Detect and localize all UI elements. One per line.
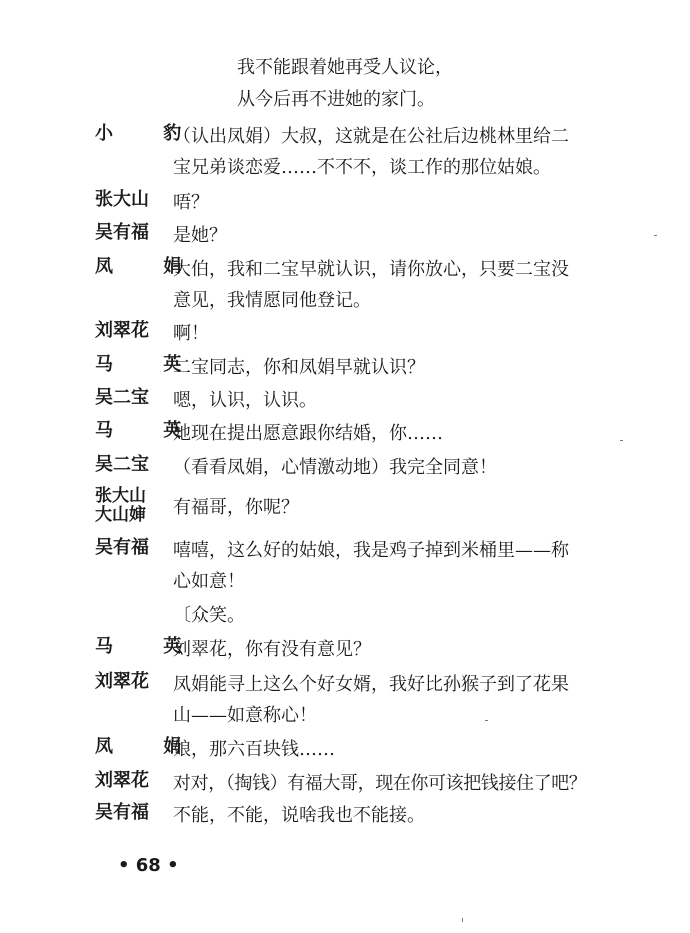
scan-speck xyxy=(462,918,463,922)
dialogue-text xyxy=(173,318,633,349)
dialogue-text xyxy=(173,385,633,416)
dialogue-line: （认出凤娟）大叔，这就是在公社后边桃林里给二 xyxy=(173,126,569,147)
speaker-name: 刘翠花 xyxy=(95,671,149,692)
dialogue-text xyxy=(173,418,633,449)
verse-line-2: 从今后再不进她的家门。 xyxy=(237,89,435,110)
dialogue-line: 嗯，认识，认识。 xyxy=(173,390,317,411)
speaker-name: 吴有福 xyxy=(95,222,149,243)
scan-speck xyxy=(654,235,657,236)
dialogue-line: 嘻嘻，这么好的姑娘，我是鸡子掉到米桶里——称 xyxy=(173,540,569,561)
dialogue-line: （看看凤娟，心情激动地）我完全同意！ xyxy=(173,457,497,478)
dialogue-line: 不能，不能，说啥我也不能接。 xyxy=(173,805,425,826)
speaker-name: 吴二宝 xyxy=(95,387,149,408)
dialogue-line: 心如意！ xyxy=(173,571,245,592)
dialogue-line: 是她？ xyxy=(173,225,227,246)
dialogue-text xyxy=(173,220,633,251)
dialogue-line: 山——如意称心！ xyxy=(173,705,317,726)
dialogue-line: 大伯，我和二宝早就认识，请你放心，只要二宝没 xyxy=(173,259,569,280)
dialogue-line: 对对，（掏钱）有福大哥，现在你可该把钱接住了吧？ xyxy=(173,773,587,794)
dialogue-line: 〔众笑。 xyxy=(173,605,245,626)
speaker-name: 张大山 xyxy=(95,189,149,210)
speaker-name: 小 豹 xyxy=(95,123,204,144)
dialogue-text xyxy=(173,734,633,765)
dialogue-text xyxy=(173,121,633,183)
dialogue-text xyxy=(173,254,633,316)
dialogue-line: 凤娟能寻上这么个好女婿，我好比孙猴子到了花果 xyxy=(173,674,569,695)
dialogue-line: 啊！ xyxy=(173,323,209,344)
dialogue-line: 宝兄弟谈恋爱……不不不，谈工作的那位姑娘。 xyxy=(173,157,551,178)
speaker-name: 吴有福 xyxy=(95,802,149,823)
dialogue-text xyxy=(173,492,633,523)
speaker-name: 张大山 xyxy=(95,486,146,506)
scan-speck xyxy=(620,440,623,441)
dialogue-line: 有福哥，你呢？ xyxy=(173,497,299,518)
speaker-name: 刘翠花 xyxy=(95,770,149,791)
speaker-name: 吴二宝 xyxy=(95,454,149,475)
dialogue-text xyxy=(173,634,633,665)
dialogue-line: 唔？ xyxy=(173,192,209,213)
dialogue-text xyxy=(173,600,633,631)
dialogue-text xyxy=(173,352,633,383)
dialogue-text xyxy=(173,452,633,483)
dialogue-text xyxy=(173,768,643,799)
dialogue-line: 她现在提出愿意跟你结婚，你…… xyxy=(173,423,443,444)
speaker-name-stacked xyxy=(95,487,157,525)
speaker-name: 凤 娟 xyxy=(95,736,204,757)
dialogue-line: 娘，那六百块钱…… xyxy=(173,739,335,760)
page-number: • 68 • xyxy=(118,855,179,876)
speaker-name: 马 英 xyxy=(95,420,204,441)
verse-line-1: 我不能跟着她再受人议论， xyxy=(237,57,453,78)
dialogue-text xyxy=(173,800,633,831)
speaker-name: 吴有福 xyxy=(95,537,149,558)
speaker-name: 凤 娟 xyxy=(95,256,204,277)
speaker-name: 马 英 xyxy=(95,636,204,657)
dialogue-line: 二宝同志，你和凤娟早就认识？ xyxy=(173,357,425,378)
speaker-name: 马 英 xyxy=(95,354,204,375)
dialogue-text xyxy=(173,187,633,218)
scan-speck xyxy=(485,720,488,721)
dialogue-line: 意见，我情愿同他登记。 xyxy=(173,290,371,311)
dialogue-line: 刘翠花，你有没有意见？ xyxy=(173,639,371,660)
speaker-name: 刘翠花 xyxy=(95,320,149,341)
speaker-name: 大山婶 xyxy=(95,505,146,525)
dialogue-text xyxy=(173,669,633,731)
dialogue-text xyxy=(173,535,633,597)
